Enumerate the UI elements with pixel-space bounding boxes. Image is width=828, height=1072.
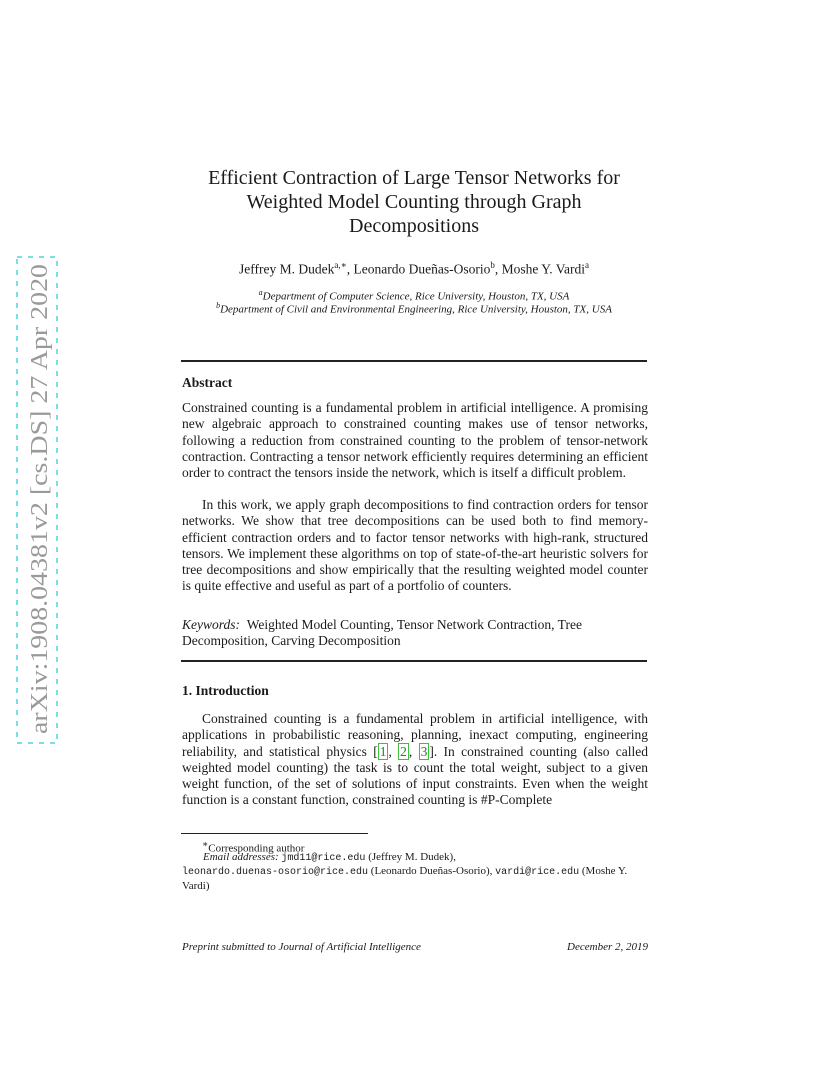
title-line: Efficient Contraction of Large Tensor Networks for (208, 167, 620, 189)
citation-link[interactable]: 2 (400, 743, 407, 759)
footnote-text: Corresponding author (208, 842, 305, 855)
intro-text: ]. In constrained counting (also called weighted model counting) the task is to count the total weight, subject to a given weight function, of the set of solutions of input constraints. Even when the weight function is a constant function, constrained counting is #P-Complete (182, 743, 649, 808)
title-line: Decompositions (349, 215, 479, 237)
arxiv-identifier: arXiv:1908.04381v2 [cs.DS] 27 Apr 2020 (26, 321, 53, 734)
footer-left: Preprint submitted to Journal of Artificial Intelligence (182, 941, 421, 953)
affiliation (150, 301, 678, 316)
section-heading: 1. Introduction (182, 683, 269, 698)
abstract-heading: Abstract (182, 375, 233, 390)
affiliation-mark: a (258, 288, 263, 297)
email-address[interactable]: vardi@rice.edu (495, 867, 580, 878)
abstract-paragraph: Constrained counting is a fundamental problem in artificial intelligence. A promising new algebraic approach to constrained counting makes use of tensor networks, following a reduction from constrained counting to the problem of tensor-network contraction. Contracting a tensor network efficiently requires determining an efficient order to contract the tensors inside the network, which is itself a difficult problem. (182, 400, 648, 481)
author-affil-mark: b (490, 260, 495, 270)
footnote-emails (182, 851, 648, 866)
email-owner: (Moshe Y. Vardi) (182, 865, 628, 892)
author-list: Jeffrey M. Dudek$^{a,∗}$, Leonardo Dueñas-Osorio$^b$, Moshe Y. Vardi$^a$ (239, 260, 589, 277)
title-line: Weighted Model Counting through Graph (246, 191, 582, 213)
divider-rule (181, 660, 647, 662)
paper-title (150, 166, 678, 238)
email-label: Email addresses: (203, 851, 279, 863)
affiliation-text: Department of Computer Science, Rice University, Houston, TX, USA (262, 290, 570, 303)
abstract-paragraph: In this work, we apply graph decompositions to find contraction orders for tensor networks. We show that tree decompositions can be used both to find memory-efficient contraction orders and to factor tensor networks with high-rank, structured tensors. We implement these algorithms on top of state-of-the-art heuristic solvers for tree decompositions and show empirically that the resulting weighted model counter is quite effective and useful as part of a portfolio of counters. (182, 497, 648, 594)
author-name: Moshe Y. Vardi (501, 261, 585, 277)
keywords-text: Weighted Model Counting, Tensor Network Contraction, Tree Decomposition, Carving Decomposition (182, 617, 582, 649)
arxiv-side-stamp (14, 255, 60, 745)
email-address[interactable]: leonardo.duenas-osorio@rice.edu (182, 867, 369, 878)
divider-rule (181, 360, 647, 362)
footnote-rule (181, 833, 368, 834)
author-name: Jeffrey M. Dudek (239, 261, 335, 277)
email-owner: (Leonardo Dueñas-Osorio), (370, 865, 493, 877)
footnote-mark: ∗ (202, 839, 209, 849)
email-owner: (Jeffrey M. Dudek), (368, 851, 456, 863)
author-name: Leonardo Dueñas-Osorio (353, 261, 491, 277)
citation-link[interactable]: 3 (420, 743, 428, 759)
author-affil-mark: a,∗ (334, 260, 347, 270)
citation-link[interactable]: 1 (379, 743, 387, 759)
keywords (182, 617, 648, 650)
intro-text: Constrained counting is a fundamental problem in artificial intelligence, with applications in probabilistic reasoning, planning, inexact computing, engineering reliability, and statistical physics [ (182, 711, 648, 759)
keywords-label: Keywords: (182, 617, 240, 632)
affiliation-mark: b (216, 301, 221, 310)
email-address[interactable]: jmd11@rice.edu (281, 853, 366, 864)
intro-paragraph: Constrained counting is a fundamental problem in artificial intelligence, with applications in probabilistic reasoning, planning, inexact computing, engineering reliability, and statistical physics [ 1 , 2 , 3 ]. In constrained counting (also called weighted model counting) the task is to count the total weight, subject to a given weight function, of the set of solutions of input constraints. Even when the weight function is a constant function, constrained counting is #P-Complete (182, 711, 649, 808)
author-affil-mark: a (584, 260, 589, 270)
footnote-emails (182, 865, 648, 893)
affiliation-text: Department of Civil and Environmental Engineering, Rice University, Houston, TX, USA (220, 303, 612, 316)
footer-date: December 2, 2019 (567, 941, 648, 953)
